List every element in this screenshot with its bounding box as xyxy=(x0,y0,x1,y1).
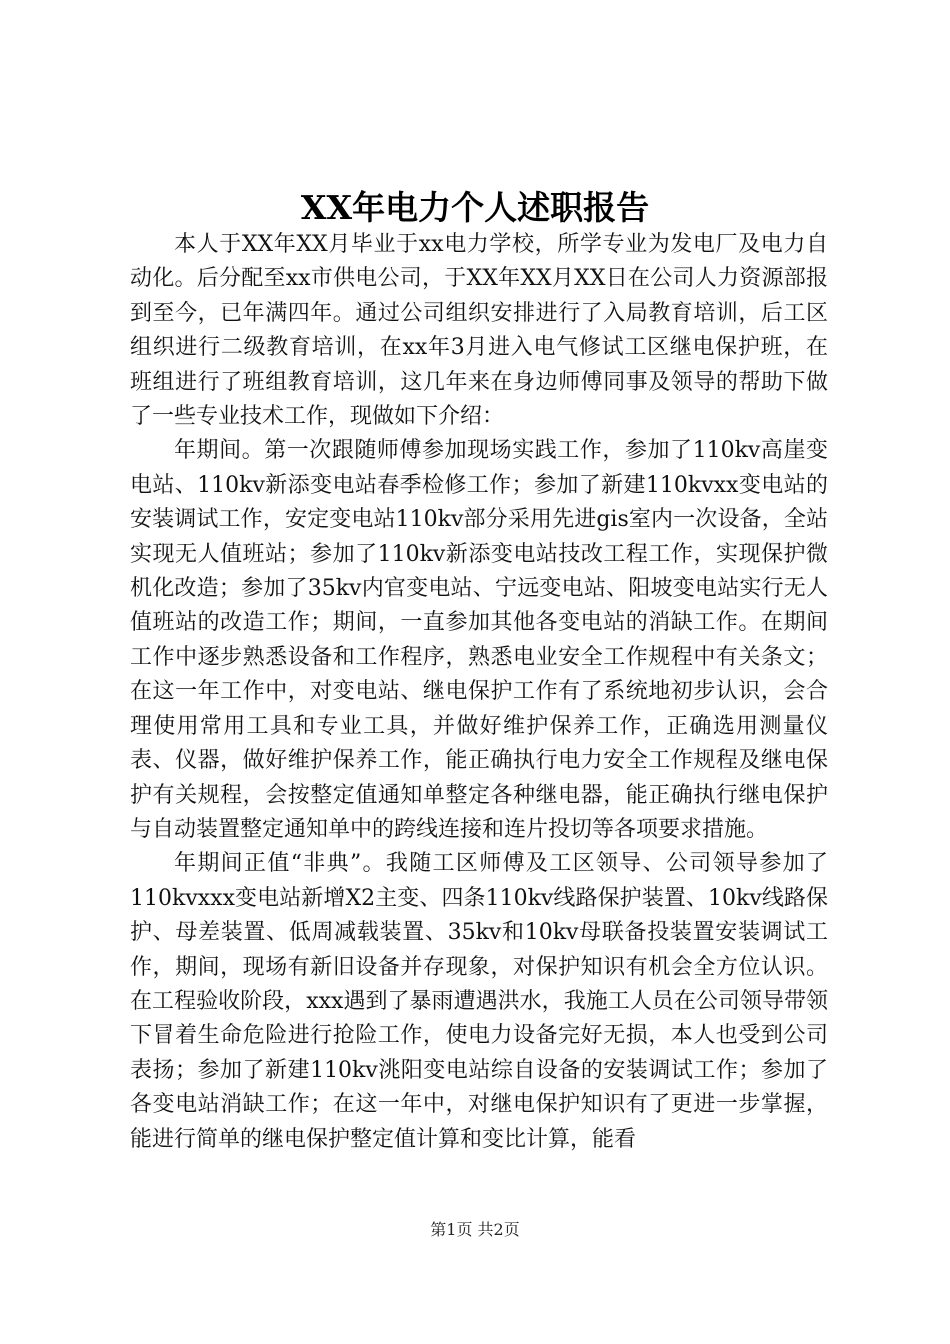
document-body xyxy=(130,228,828,1157)
paragraph-first-year: 年期间。第一次跟随师傅参加现场实践工作，参加了110kv高崖变电站、110kv新添变电站春季检修工作；参加了新建110kvxx变电站的安装调试工作，安定变电站110kv部分采用先进gis室内一次设备，全站实现无人值班站；参加了110kv新添变电站技改工程工作，实现保护微机化改造；参加了35kv内官变电站、宁远变电站、阳坡变电站实行无人值班站的改造工作；期间，一直参加其他各变电站的消缺工作。在期间工作中逐步熟悉设备和工作程序，熟悉电业安全工作规程中有关条文；在这一年工作中，对变电站、继电保护工作有了系统地初步认识，会合理使用常用工具和专业工具，并做好维护保养工作，正确选用测量仪表、仪器，做好维护保养工作，能正确执行电力安全工作规程及继电保护有关规程，会按整定值通知单整定各种继电器，能正确执行继电保护与自动装置整定通知单中的跨线连接和连片投切等各项要求措施。 xyxy=(130,438,828,842)
paragraph-intro: 本人于XX年XX月毕业于xx电力学校，所学专业为发电厂及电力自动化。后分配至xx市供电公司，于XX年XX月XX日在公司人力资源部报到至今，已年满四年。通过公司组织安排进行了入局教育培训，后工区组织进行二级教育培训，在xx年3月进入电气修试工区继电保护班，在班组进行了班组教育培训，这几年来在身边师傅同事及领导的帮助下做了一些专业技术工作，现做如下介绍： xyxy=(130,232,828,430)
document-title: XX年电力个人述职报告 xyxy=(300,188,650,227)
page-number-footer: 第1页 共2页 xyxy=(430,1220,520,1239)
paragraph-second-year: 年期间正值“非典”。我随工区师傅及工区领导、公司领导参加了110kvxxx变电站新增X2主变、四条110kv线路保护装置、10kv线路保护、母差装置、低周减载装置、35kv和10kv母联备投装置安装调试工作，期间，现场有新旧设备并存现象，对保护知识有机会全方位认识。在工程验收阶段，xxx遇到了暴雨遭遇洪水，我施工人员在公司领导带领下冒着生命危险进行抢险工作，使电力设备完好无损，本人也受到公司表扬；参加了新建110kv洮阳变电站综自设备的安装调试工作；参加了各变电站消缺工作；在这一年中，对继电保护知识有了更进一步掌握，能进行简单的继电保护整定值计算和变比计算，能看 xyxy=(130,851,828,1152)
